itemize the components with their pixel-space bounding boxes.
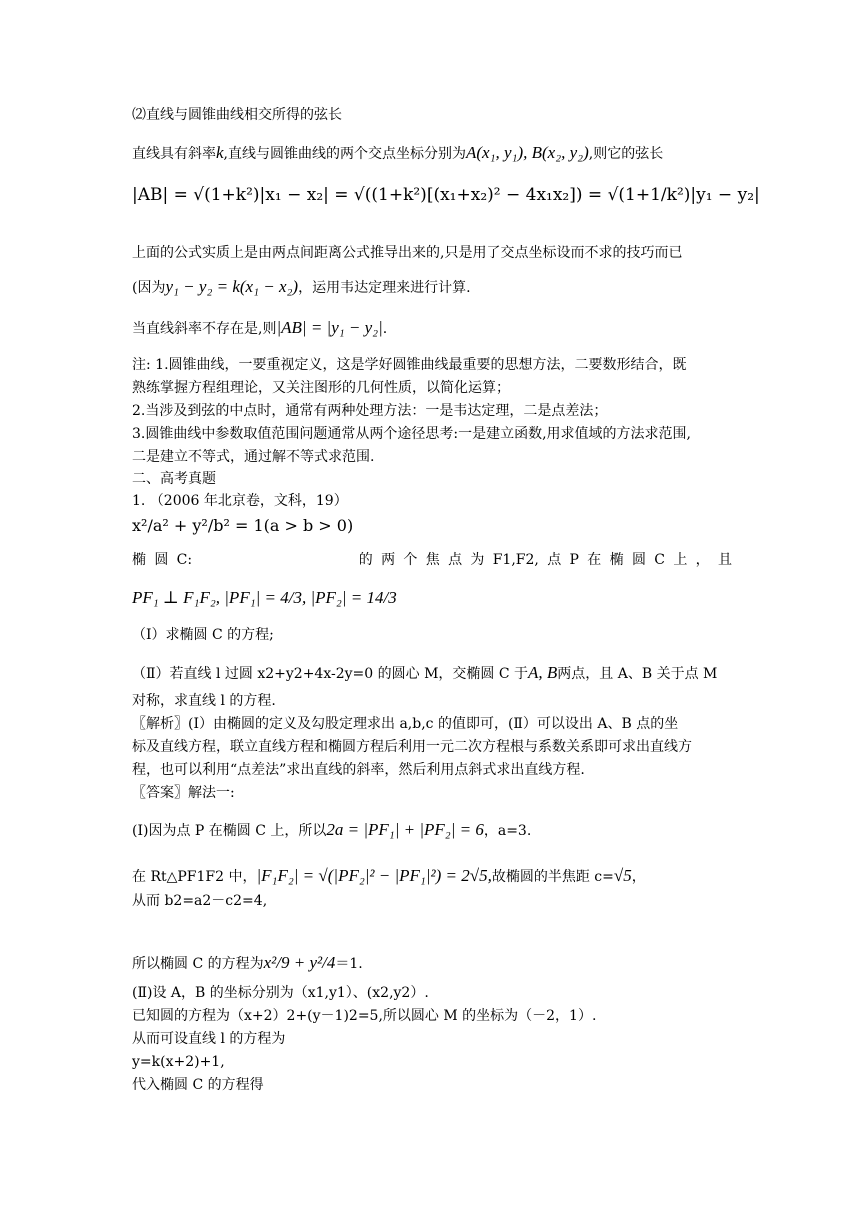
word: 圆 — [154, 552, 169, 568]
word: 焦 — [425, 552, 440, 568]
text-segment: ,则它的弦长 — [588, 146, 664, 162]
problem-statement-line — [132, 552, 732, 568]
text-segment: 直线具有斜率 — [132, 146, 216, 162]
vertical-line-case — [132, 320, 387, 337]
word: P — [569, 552, 579, 568]
analysis-line: 〖解析〗(Ⅰ）由椭圆的定义及勾股定理求出 a,b,c 的值即可，(Ⅱ）可以设出 A、B 点的坐 — [132, 716, 679, 732]
part2-step: 已知圆的方程为（x+2）2+(y－1)2=5,所以圆心 M 的坐标为（－2，1）. — [132, 1008, 597, 1024]
analysis-line: 程，也可以利用“点差法”求出直线的斜率，然后利用点斜式求出直线方程. — [132, 762, 585, 778]
section-heading: 二、高考真题 — [132, 471, 216, 487]
text-segment: 所以椭圆 C 的方程为 — [132, 956, 264, 972]
text-segment: 故椭圆的半焦距 c= — [491, 869, 614, 885]
text-segment: . — [382, 321, 388, 337]
ellipse-equation: x²/a² + y²/b² = 1(a > b > 0) — [132, 516, 354, 535]
chord-length-formula: |AB| = √(1+k²)|x₁ − x₂| = √((1+k²)[(x₁+x₂)² − 4x₁x₂]) = √(1+1/k²)|y₁ − y₂| — [132, 185, 760, 205]
word: C: — [176, 552, 193, 568]
focus-condition-formula: PF₁ ⊥ F₁F₂, |PF₁| = 4/3, |PF₂| = 14/3 — [132, 588, 397, 607]
question-part-1: （Ⅰ）求椭圆 C 的方程; — [132, 627, 274, 643]
word: 椭 — [132, 552, 146, 568]
word: F1,F2, — [492, 552, 539, 568]
word: 两 — [381, 552, 396, 568]
answer-step-2 — [132, 868, 646, 885]
part2-step: 从而可设直线 l 的方程为 — [132, 1031, 286, 1047]
vertical-chord-formula: |AB| = |y₁ − y₂| — [276, 318, 383, 337]
text-segment: 两点，且 A、B 关于点 M — [557, 666, 718, 682]
word: 个 — [403, 552, 418, 568]
text-segment: ， — [631, 869, 646, 885]
difference-formula: y₁ − y₂ = k(x₁ − x₂) — [165, 277, 299, 296]
part2-step: 代入椭圆 C 的方程得 — [132, 1077, 264, 1093]
answer-step-3: 从而 b2=a2－c2=4, — [132, 893, 268, 909]
chord-intro-line — [132, 145, 663, 162]
text-segment: ，运用韦达定理来进行计算. — [298, 280, 471, 296]
intersection-points-formula: A(x₁, y₁), B(x₂, y₂) — [466, 143, 589, 162]
word: 椭 — [609, 552, 624, 568]
word: ， — [695, 552, 710, 568]
text-segment: ，a=3. — [483, 823, 532, 839]
explanation-line: 上面的公式实质上是由两点间距离公式推导出来的,只是用了交点坐标设而不求的技巧而已 — [132, 245, 683, 261]
text-segment: ＝1. — [335, 956, 363, 972]
answer-step-1 — [132, 822, 531, 839]
word: 点 — [547, 552, 562, 568]
text-segment: （Ⅱ）若直线 l 过圆 x2+y2+4x-2y=0 的圆心 M，交椭圆 C 于 — [132, 666, 529, 682]
note-line: 2.当涉及到弦的中点时，通常有两种处理方法：一是韦达定理，二是点差法； — [132, 403, 608, 419]
note-line: 注: 1.圆锥曲线，一要重视定义，这是学好圆锥曲线最重要的思想方法，二要数形结合，既 — [132, 357, 687, 373]
word: 在 — [587, 552, 602, 568]
text-segment: 当直线斜率不存在是,则 — [132, 321, 277, 337]
subsection-heading: ⑵直线与圆锥曲线相交所得的弦长 — [132, 107, 342, 123]
focal-distance-formula: |F₁F₂| = √(|PF₂|² − |PF₁|²) = 2√5, — [256, 866, 492, 885]
semi-focal-value: √5 — [613, 866, 632, 885]
answer-heading: 〖答案〗解法一: — [132, 785, 235, 801]
slope-symbol: k — [216, 143, 224, 162]
word: 且 — [717, 552, 732, 568]
text-segment: 在 Rt△PF1F2 中， — [132, 869, 257, 885]
text-segment: (因为 — [132, 280, 166, 296]
part2-step: y=k(x+2)+1, — [132, 1054, 225, 1070]
problem-source: 1. （2006 年北京卷，文科，19） — [132, 493, 348, 509]
word: 上 — [673, 552, 688, 568]
points-ab: A, B — [528, 663, 558, 682]
question-part-2 — [132, 665, 717, 682]
text-segment: (Ⅰ)因为点 P 在椭圆 C 上，所以 — [132, 823, 327, 839]
question-part-2-cont: 对称，求直线 l 的方程. — [132, 693, 276, 709]
word: 点 — [448, 552, 463, 568]
word: C — [654, 552, 665, 568]
ellipse-result-formula: x²/9 + y²/4 — [263, 953, 336, 972]
word: 圆 — [631, 552, 646, 568]
major-axis-formula: 2a = |PF₁| + |PF₂| = 6 — [326, 820, 484, 839]
note-line: 熟练掌握方程组理论，又关注图形的几何性质，以简化运算； — [132, 380, 510, 396]
word: 为 — [470, 552, 485, 568]
analysis-line: 标及直线方程，联立直线方程和椭圆方程后利用一元二次方程根与系数关系即可求出直线方 — [132, 739, 692, 755]
part2-step: (Ⅱ)设 A，B 的坐标分别为（x1,y1）、(x2,y2）. — [132, 985, 429, 1001]
answer-step-4 — [132, 955, 363, 972]
note-line: 3.圆锥曲线中参数取值范围问题通常从两个途径思考:一是建立函数,用求值域的方法求范围, — [132, 426, 691, 442]
note-line: 二是建立不等式，通过解不等式求范围. — [132, 449, 375, 465]
text-segment: ,直线与圆锥曲线的两个交点坐标分别为 — [223, 146, 466, 162]
vieta-note-line — [132, 279, 471, 296]
word: 的 — [358, 552, 373, 568]
